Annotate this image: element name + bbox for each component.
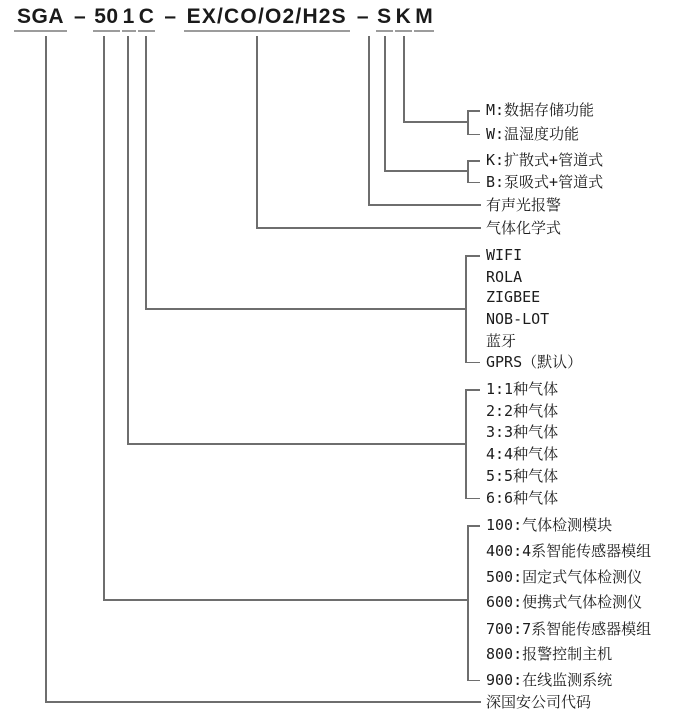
label-gas-count-5: 5:5种气体 bbox=[486, 467, 559, 485]
label-sampling-k: K:扩散式+管道式 bbox=[486, 151, 604, 169]
drop-line-series bbox=[103, 36, 105, 601]
code-segment-alarm: S bbox=[376, 5, 393, 32]
label-comm-nob-lot: NOB-LOT bbox=[486, 310, 550, 328]
label-gas-formula: 气体化学式 bbox=[486, 219, 562, 237]
code-segment-storage: M bbox=[414, 5, 434, 32]
label-sampling-b: B:泵吸式+管道式 bbox=[486, 173, 604, 191]
drop-line-gas-count bbox=[127, 36, 129, 445]
code-dash-2: – bbox=[164, 5, 177, 28]
label-series-900: 900:在线监测系统 bbox=[486, 671, 613, 689]
bracket-comm-group bbox=[465, 255, 467, 363]
label-alarm: 有声光报警 bbox=[486, 196, 562, 214]
connector-gas-formula bbox=[256, 227, 481, 229]
label-series-700: 700:7系智能传感器模组 bbox=[486, 620, 652, 638]
label-company-code: 深国安公司代码 bbox=[486, 693, 592, 711]
label-gas-count-2: 2:2种气体 bbox=[486, 402, 559, 420]
code-segment-gas-count: 1 bbox=[122, 5, 136, 32]
label-gas-count-3: 3:3种气体 bbox=[486, 423, 559, 441]
drop-line-comm bbox=[145, 36, 147, 310]
bracket-sampling-top-stub bbox=[467, 160, 480, 162]
label-comm-gprs: GPRS（默认） bbox=[486, 353, 583, 371]
label-comm-rola: ROLA bbox=[486, 268, 523, 286]
drop-line-sampling bbox=[384, 36, 386, 172]
label-gas-count-6: 6:6种气体 bbox=[486, 489, 559, 507]
bracket-series-group bbox=[467, 525, 469, 681]
bracket-comm-bottom-stub bbox=[465, 362, 480, 364]
connector-sampling bbox=[384, 170, 467, 172]
label-series-400: 400:4系智能传感器模组 bbox=[486, 542, 652, 560]
connector-storage bbox=[403, 121, 467, 123]
bracket-storage-bottom-stub bbox=[467, 134, 480, 136]
bracket-sampling-bottom-stub bbox=[467, 182, 480, 184]
drop-line-company bbox=[45, 36, 47, 703]
code-dash-1: – bbox=[74, 5, 87, 28]
code-segment-series: 50 bbox=[93, 5, 119, 32]
label-series-600: 600:便携式气体检测仪 bbox=[486, 593, 643, 611]
bracket-storage-group bbox=[467, 110, 469, 135]
code-segment-gas-formula: EX/CO/O2/H2S bbox=[184, 5, 350, 32]
connector-series bbox=[103, 599, 468, 601]
bracket-gas-count-top-stub bbox=[465, 389, 480, 391]
connector-comm bbox=[145, 308, 465, 310]
code-segment-sampling: K bbox=[395, 5, 413, 32]
label-comm-wifi: WIFI bbox=[486, 246, 523, 264]
label-gas-count-1: 1:1种气体 bbox=[486, 380, 559, 398]
label-storage-w: W:温湿度功能 bbox=[486, 125, 580, 143]
bracket-sampling-group bbox=[467, 160, 469, 183]
code-dash-3: – bbox=[356, 5, 370, 28]
connector-company bbox=[45, 701, 481, 703]
bracket-comm-top-stub bbox=[465, 255, 480, 257]
connector-alarm bbox=[368, 204, 481, 206]
label-gas-count-4: 4:4种气体 bbox=[486, 445, 559, 463]
drop-line-gas-formula bbox=[256, 36, 258, 229]
code-segment-company: SGA bbox=[14, 5, 67, 32]
label-series-500: 500:固定式气体检测仪 bbox=[486, 568, 643, 586]
label-series-100: 100:气体检测模块 bbox=[486, 516, 613, 534]
model-code-title bbox=[14, 5, 436, 32]
connector-gas-count bbox=[127, 443, 466, 445]
code-segment-comm: C bbox=[138, 5, 156, 32]
bracket-gas-count-group bbox=[465, 389, 467, 499]
bracket-gas-count-bottom-stub bbox=[465, 498, 480, 500]
label-series-800: 800:报警控制主机 bbox=[486, 645, 613, 663]
label-storage-m: M:数据存储功能 bbox=[486, 101, 595, 119]
drop-line-alarm bbox=[368, 36, 370, 206]
bracket-series-bottom-stub bbox=[467, 680, 480, 682]
bracket-series-top-stub bbox=[467, 525, 480, 527]
bracket-storage-top-stub bbox=[467, 110, 480, 112]
label-comm-zigbee: ZIGBEE bbox=[486, 288, 541, 306]
drop-line-storage bbox=[403, 36, 405, 123]
label-comm-bluetooth: 蓝牙 bbox=[486, 332, 517, 350]
